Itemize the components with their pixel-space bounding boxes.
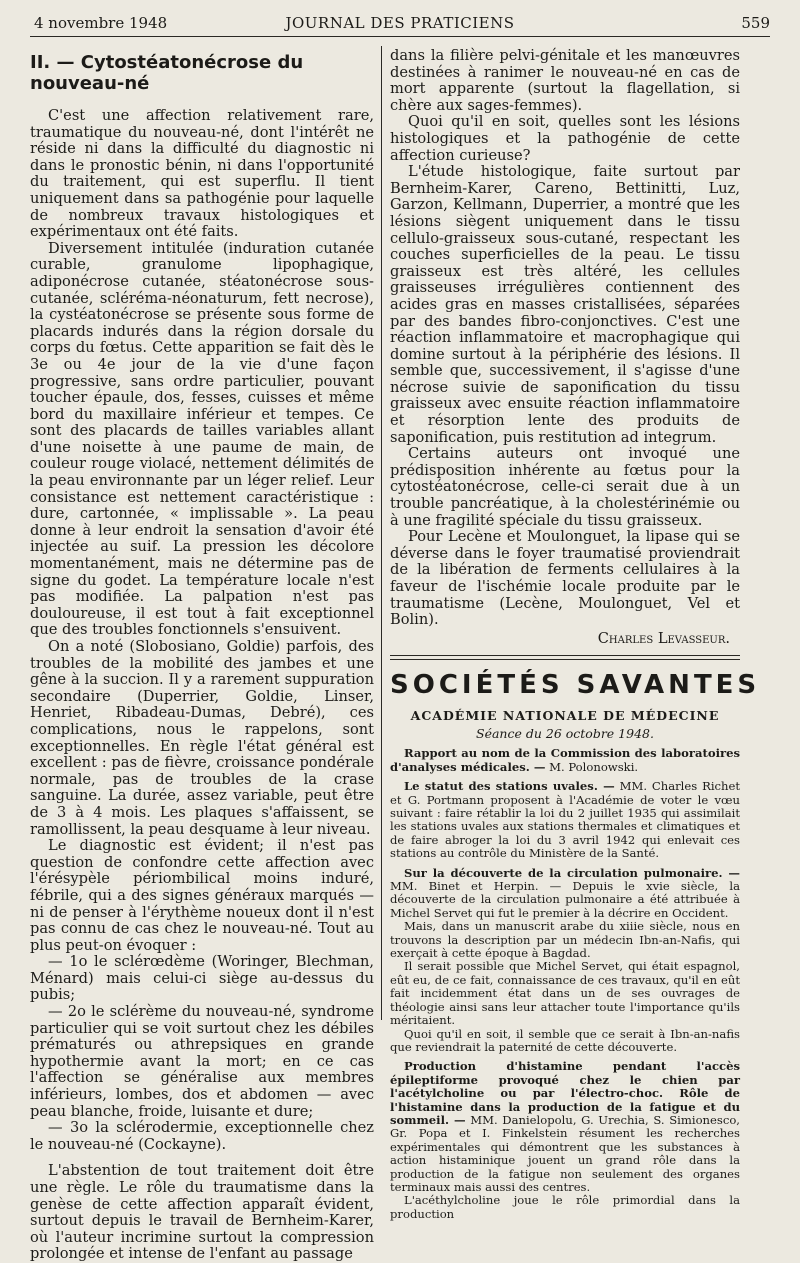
- paragraph: — 3o la sclérodermie, exceptionnelle chez le nouveau-né (Cockayne).: [30, 1119, 374, 1153]
- paragraph: Pour Lecène et Moulonguet, la lipase qui se déverse dans le foyer traumatisé proviendrait de la libération de ferments cellulaires à la faveur de l'ischémie locale produite par le traumatisme (Lecène, Moulonguet, Vel et Bolin).: [390, 528, 740, 629]
- paragraph: — 1o le sclérœdème (Woringer, Blechman, Ménard) mais celui-ci siège au-dessus du pubis;: [30, 953, 374, 1004]
- report-item: [390, 747, 740, 774]
- right-column: [390, 47, 761, 1221]
- column-divider: [381, 46, 382, 1020]
- page-number: 559: [741, 14, 770, 32]
- author-signature: Charles Levasseur.: [597, 629, 730, 647]
- report-text: Il serait possible que Michel Servet, qui était espagnol, eût eu, de ce fait, connaissance de ces travaux, qu'il en eût fait incidemment état dans un de ses ouvrages de théologie ainsi sans leur attacher toute l'importance qu'ils méritaient.: [390, 959, 740, 1028]
- section-title: II. — Cytostéatonécrose du nouveau-né: [30, 52, 304, 94]
- societes-heading: SOCIÉTÉS SAVANTES: [390, 670, 761, 701]
- journal-title: JOURNAL DES PRATICIENS: [285, 14, 515, 32]
- left-column: [30, 48, 374, 1263]
- paragraph: C'est une affection relativement rare, traumatique du nouveau-né, dont l'intérêt ne réside ni dans la difficulté du diagnostic ni dans le pronostic bénin, ni dans l'opportunité du traitement, qui est superflu. Il tient uniquement dans sa pathogénie pour laquelle de nombreux travaux histologiques et expérimentaux ont été faits.: [30, 107, 374, 241]
- issue-date: 4 novembre 1948: [34, 14, 168, 32]
- double-rule: [390, 655, 740, 660]
- report-text: L'acéthylcholine joue le rôle primordial dans la production: [390, 1193, 740, 1221]
- paragraph: Certains auteurs ont invoqué une prédisposition inhérente au fœtus pour la cytostéatonécrose, celle-ci serait due à un trouble pancréatique, à la cholestérinémie ou à une fragilité spéciale du tissu graisseux.: [390, 445, 740, 529]
- paragraph: Diversement intitulée (induration cutanée curable, granulome lipophagique, adiponécrose cutanée, stéatonécrose sous-cutanée, scléréma-néonaturum, fett necrose), la cystéatonécrose se présente sous forme de placards indurés dans la région dorsale du corps du fœtus. Cette apparition se fait dès le 3e ou 4e jour de la vie d'une façon progressive, sans ordre particulier, pouvant toucher épaule, dos, fesses, cuisses et même bord du maxillaire inférieur et tempes. Ce sont des placards de tailles variables allant d'une noisette à une paume de main, de couleur rouge violacé, nettement délimités de la peau environnante par un léger relief. Leur consistance est nettement caractéristique : dure, cartonnée, « implissable ». La peau donne à leur endroit la sensation d'avoir été injectée au suif. La pression les décolore momentanément, mais ne détermine pas de signe du godet. La température locale n'est pas modifiée. La palpation n'est pas douloureuse, il est tout à fait exceptionnel que des troubles fonctionnels s'ensuivent.: [30, 239, 374, 639]
- report-text: M. Polonowski.: [545, 759, 639, 774]
- paragraph: L'étude histologique, faite surtout par Bernheim-Karer, Careno, Bettinitti, Luz, Garzon, Kellmann, Duperrier, a montré que les lésions siègent uniquement dans le tissu cellulo-graisseux sous-cutané, respectant les couches superficielles de la peau. Le tissu graisseux est très altéré, les cellules graisseuses irrégulières contiennent des acides gras en masses cristallisées, séparées par des bandes fibro-conjonctives. C'est une réaction inflammatoire et macrophagique qui domine surtout à la périphérie des lésions. Il semble que, successivement, il s'agisse d'une nécrose suivie de saponification du tissu graisseux avec ensuite réaction inflammatoire et résorption lente des produits de saponification, puis restitution ad integrum.: [390, 163, 740, 446]
- paragraph: L'abstention de tout traitement doit être une règle. Le rôle du traumatisme dans la genèse de cette affection apparaît évident, surtout depuis le travail de Bernheim-Karer, où l'auteur incrimine surtout la compression prolongée et intense de l'enfant au passage: [30, 1162, 374, 1263]
- paragraph: Quoi qu'il en soit, quelles sont les lésions histologiques et la pathogénie de cette affection curieuse?: [390, 113, 740, 164]
- page-header: [30, 10, 770, 37]
- report-item: [390, 867, 740, 921]
- paragraph: — 2o le sclérème du nouveau-né, syndrome particulier qui se voit surtout chez les débiles prématurés ou athrepsiques en grande hypothermie avant la mort; en ce cas l'affection se généralise aux membres inférieurs, lombes, dos et abdomen — avec peau blanche, froide, luisante et dure;: [30, 1003, 374, 1120]
- report-item: [390, 780, 740, 860]
- report-title: Production d'histamine pendant l'accès épileptiforme provoqué chez le chien par l'acétylcholine ou par l'électro-choc. Rôle de l'histamine dans la production de la fatigue et du sommeil. —: [390, 1059, 740, 1127]
- paragraph: dans la filière pelvi-génitale et les manœuvres destinées à ranimer le nouveau-né en cas de mort apparente (surtout la flagellation, si chère aux sages-femmes).: [390, 47, 740, 114]
- report-title: Rapport au nom de la Commission des laboratoires d'analyses médicales. —: [390, 746, 740, 774]
- report-text: Mais, dans un manuscrit arabe du xiiie siècle, nous en trouvons la description par un médecin Ibn-an-Nafis, qui exerçait à cette époque à Bagdad.: [390, 919, 740, 961]
- report-title: Le statut des stations uvales. —: [404, 779, 615, 794]
- report-text: MM. Binet et Herpin. — Depuis le xvie siècle, la découverte de la circulation pulmonaire a été attribuée à Michel Servet qui fut le premier à la décrire en Occident.: [390, 879, 740, 920]
- seance-date: Séance du 26 octobre 1948.: [476, 726, 654, 742]
- report-text: MM. Charles Richet et G. Portmann proposent à l'Académie de voter le vœu suivant : faire rétablir la loi du 2 juillet 1935 qui assimilait les stations uvales aux stations thermales et climatiques et de faire abroger la loi du 3 avril 1942 qui enlevait ces stations au contrôle du Ministère de la Santé.: [390, 779, 741, 861]
- report-text: MM. Danielopolu, G. Urechia, S. Simionesco, Gr. Popa et I. Finkelstein résument les recherches expérimentales qui démontrent que les substances à action histaminique jouent un grand rôle dans la production de la fatigue non seulement des organes terminaux mais aussi des centres.: [390, 1112, 740, 1194]
- report-title: Sur la découverte de la circulation pulmonaire. —: [404, 865, 740, 880]
- report-item: [390, 1060, 740, 1194]
- academie-heading: ACADÉMIE NATIONALE DE MÉDECINE: [410, 708, 720, 724]
- paragraph: On a noté (Slobosiano, Goldie) parfois, des troubles de la mobilité des jambes et une gêne à la succion. Il y a rarement suppuration secondaire (Duperrier, Goldie, Linser, Henriet, Ribadeau-Dumas, Debré), ces complications, nous le rappelons, sont exceptionnelles. En règle l'état général est excellent : pas de fièvre, croissance pondérale normale, pas de troubles de la crase sanguine. La durée, assez variable, peut être de 3 à 4 mois. Les plaques s'affaissent, se ramollissent, la peau desquame à leur niveau.: [30, 638, 374, 838]
- paragraph: Le diagnostic est évident; il n'est pas question de confondre cette affection avec l'érésypèle périombilical moins induré, fébrile, qui a des signes généraux marqués — ni de penser à l'érythème noueux dont il n'est pas connu de cas chez le nouveau-né. Tout au plus peut-on évoquer :: [30, 837, 374, 954]
- report-text: Quoi qu'il en soit, il semble que ce serait à Ibn-an-nafis que reviendrait la paternité de cette découverte.: [390, 1026, 740, 1054]
